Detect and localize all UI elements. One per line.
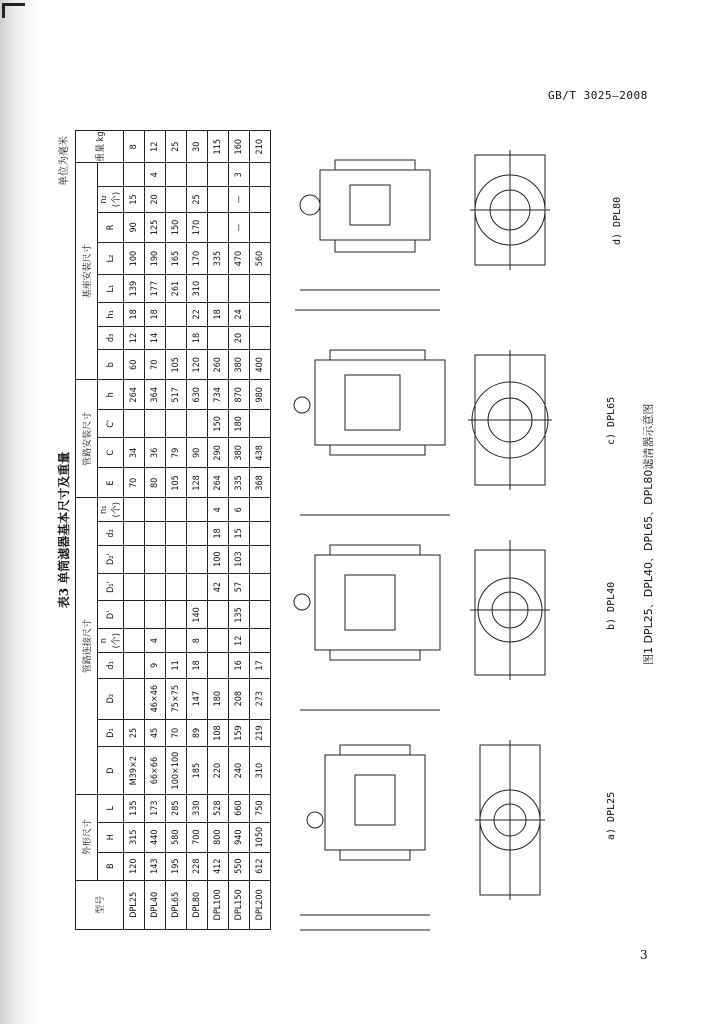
header-weight: 重量 kg	[76, 131, 124, 163]
value-cell	[124, 545, 145, 573]
value-cell	[124, 678, 145, 719]
value-cell: 147	[187, 678, 208, 719]
value-cell: 139	[124, 275, 145, 303]
value-cell: 70	[124, 468, 145, 498]
label-dpl80: d) DPL80	[612, 196, 623, 245]
value-cell: 18	[124, 303, 145, 327]
value-cell	[250, 303, 271, 327]
value-cell	[250, 522, 271, 546]
value-cell: 9	[145, 653, 166, 679]
value-cell	[208, 163, 229, 187]
value-cell: 290	[208, 438, 229, 468]
value-cell	[124, 573, 145, 601]
value-cell: 4	[208, 498, 229, 522]
value-cell: 140	[187, 601, 208, 629]
col-header: B	[98, 852, 124, 880]
model-cell: DPL40	[145, 880, 166, 929]
value-cell: 550	[229, 852, 250, 880]
value-cell: 750	[250, 794, 271, 822]
label-dpl40: b) DPL40	[606, 581, 617, 630]
value-cell: 240	[229, 747, 250, 794]
value-cell	[166, 522, 187, 546]
model-cell: DPL25	[124, 880, 145, 929]
value-cell: 165	[166, 242, 187, 274]
value-cell	[250, 545, 271, 573]
value-cell: 264	[124, 380, 145, 410]
value-cell: 180	[229, 410, 250, 438]
value-cell	[166, 187, 187, 213]
value-cell	[166, 163, 187, 187]
value-cell	[166, 326, 187, 350]
value-cell: 105	[166, 350, 187, 380]
value-cell: 3	[229, 163, 250, 187]
table-row	[208, 131, 229, 930]
value-cell	[166, 545, 187, 573]
value-cell	[229, 275, 250, 303]
col-header: n₁ (个)	[98, 498, 124, 522]
col-header: h₁	[98, 303, 124, 327]
col-header: n (个)	[98, 629, 124, 653]
value-cell	[166, 573, 187, 601]
table-row	[229, 131, 250, 930]
model-cell: DPL100	[208, 880, 229, 929]
value-cell: 4	[145, 163, 166, 187]
dpl80-top-view	[470, 150, 550, 270]
value-cell: 42	[208, 573, 229, 601]
value-cell: 470	[229, 242, 250, 274]
value-cell: —	[229, 212, 250, 242]
value-cell: 90	[187, 438, 208, 468]
value-cell: 380	[229, 438, 250, 468]
value-cell	[166, 601, 187, 629]
col-header: L₁	[98, 275, 124, 303]
value-cell: 185	[187, 747, 208, 794]
value-cell: 46×46	[145, 678, 166, 719]
standard-code: GB/T 3025—2008	[548, 89, 648, 102]
value-cell: 135	[229, 601, 250, 629]
value-cell: 210	[250, 131, 271, 163]
dpl25-side-view	[300, 745, 430, 930]
value-cell	[145, 545, 166, 573]
col-header: R	[98, 212, 124, 242]
value-cell	[166, 410, 187, 438]
value-cell: 273	[250, 678, 271, 719]
value-cell	[124, 522, 145, 546]
value-cell: 135	[124, 794, 145, 822]
value-cell: 17	[250, 653, 271, 679]
table-row	[166, 131, 187, 930]
header-outline: 外形尺寸	[76, 794, 98, 880]
value-cell: 22	[187, 303, 208, 327]
value-cell	[208, 326, 229, 350]
value-cell: 364	[145, 380, 166, 410]
value-cell: 660	[229, 794, 250, 822]
value-cell: 15	[229, 522, 250, 546]
value-cell: 440	[145, 822, 166, 852]
dpl80-side-view	[295, 160, 440, 310]
value-cell	[250, 410, 271, 438]
dpl40-top-view	[470, 540, 550, 680]
value-cell: 70	[166, 719, 187, 747]
value-cell	[250, 163, 271, 187]
value-cell: 25	[166, 131, 187, 163]
value-cell: 285	[166, 794, 187, 822]
value-cell: 30	[187, 131, 208, 163]
col-header: C	[98, 438, 124, 468]
value-cell: 128	[187, 468, 208, 498]
value-cell	[124, 410, 145, 438]
table-row	[124, 131, 145, 930]
table-unit: 单位为毫米	[59, 136, 70, 186]
col-header: D₂'	[98, 545, 124, 573]
value-cell	[208, 629, 229, 653]
value-cell: 4	[145, 629, 166, 653]
col-header: d₁	[98, 653, 124, 679]
value-cell: 66×66	[145, 747, 166, 794]
figures-area	[290, 130, 650, 940]
value-cell: 8	[124, 131, 145, 163]
value-cell: 700	[187, 822, 208, 852]
dpl65-top-view	[468, 350, 552, 490]
col-header: D₂	[98, 678, 124, 719]
value-cell: 173	[145, 794, 166, 822]
value-cell: 45	[145, 719, 166, 747]
value-cell	[166, 303, 187, 327]
header-base-install: 基座安装尺寸	[76, 163, 98, 380]
label-dpl65: c) DPL65	[606, 396, 617, 445]
value-cell: 315	[124, 822, 145, 852]
value-cell: 195	[166, 852, 187, 880]
value-cell: 89	[187, 719, 208, 747]
col-header: d₃	[98, 326, 124, 350]
value-cell	[124, 653, 145, 679]
value-cell	[208, 275, 229, 303]
header-model: 型号	[76, 880, 124, 929]
value-cell: 150	[208, 410, 229, 438]
value-cell: 560	[250, 242, 271, 274]
value-cell: 580	[166, 822, 187, 852]
header-pipe-install: 管路安装尺寸	[76, 380, 98, 498]
value-cell: 100×100	[166, 747, 187, 794]
value-cell	[187, 410, 208, 438]
spec-table-region	[55, 130, 275, 930]
spec-table-rotated	[55, 130, 275, 930]
value-cell	[124, 601, 145, 629]
dpl40-side-view	[294, 545, 440, 710]
value-cell: 25	[187, 187, 208, 213]
value-cell: 18	[208, 303, 229, 327]
value-cell: 528	[208, 794, 229, 822]
value-cell	[250, 573, 271, 601]
value-cell: 310	[187, 275, 208, 303]
filter-drawings	[290, 130, 650, 940]
col-header: D	[98, 747, 124, 794]
value-cell: 177	[145, 275, 166, 303]
value-cell: 940	[229, 822, 250, 852]
value-cell: 517	[166, 380, 187, 410]
value-cell: 180	[208, 678, 229, 719]
col-header: E	[98, 468, 124, 498]
value-cell: 159	[229, 719, 250, 747]
label-dpl25: a) DPL25	[606, 791, 617, 840]
value-cell	[124, 498, 145, 522]
value-cell: 980	[250, 380, 271, 410]
value-cell: 18	[208, 522, 229, 546]
value-cell: 36	[145, 438, 166, 468]
value-cell: 105	[166, 468, 187, 498]
value-cell: 125	[145, 212, 166, 242]
table-row	[145, 131, 166, 930]
header-pipe-conn: 管路连接尺寸	[76, 498, 98, 794]
value-cell: 57	[229, 573, 250, 601]
value-cell: 24	[229, 303, 250, 327]
value-cell: 264	[208, 468, 229, 498]
value-cell: 70	[145, 350, 166, 380]
scan-edge	[0, 0, 40, 1024]
value-cell: 8	[187, 629, 208, 653]
col-header: D₁	[98, 719, 124, 747]
value-cell	[145, 601, 166, 629]
value-cell: 150	[166, 212, 187, 242]
value-cell: 261	[166, 275, 187, 303]
value-cell	[250, 601, 271, 629]
value-cell: 11	[166, 653, 187, 679]
value-cell	[250, 275, 271, 303]
value-cell: M39×2	[124, 747, 145, 794]
value-cell: 18	[187, 653, 208, 679]
col-header: H	[98, 822, 124, 852]
value-cell	[208, 653, 229, 679]
model-cell: DPL150	[229, 880, 250, 929]
value-cell: 120	[187, 350, 208, 380]
value-cell: 20	[145, 187, 166, 213]
value-cell	[166, 629, 187, 653]
col-header: b	[98, 350, 124, 380]
value-cell: 335	[208, 242, 229, 274]
value-cell: 1050	[250, 822, 271, 852]
value-cell: 60	[124, 350, 145, 380]
value-cell: 120	[124, 852, 145, 880]
value-cell: 103	[229, 545, 250, 573]
value-cell: 143	[145, 852, 166, 880]
value-cell: 630	[187, 380, 208, 410]
value-cell: 800	[208, 822, 229, 852]
col-header: n₂ (个)	[98, 187, 124, 213]
value-cell: 220	[208, 747, 229, 794]
spec-table	[75, 130, 271, 930]
value-cell	[187, 573, 208, 601]
value-cell: 612	[250, 852, 271, 880]
value-cell: 219	[250, 719, 271, 747]
col-header: h	[98, 380, 124, 410]
value-cell: 100	[208, 545, 229, 573]
col-header: D'	[98, 601, 124, 629]
value-cell	[187, 498, 208, 522]
value-cell: 108	[208, 719, 229, 747]
value-cell: 228	[187, 852, 208, 880]
col-header: D₁'	[98, 573, 124, 601]
model-cell: DPL200	[250, 880, 271, 929]
value-cell: 100	[124, 242, 145, 274]
value-cell: 90	[124, 212, 145, 242]
value-cell: 18	[187, 326, 208, 350]
value-cell	[208, 212, 229, 242]
value-cell: —	[229, 187, 250, 213]
value-cell	[145, 522, 166, 546]
value-cell: 34	[124, 438, 145, 468]
value-cell: 115	[208, 131, 229, 163]
table-caption: 表3 单筒滤器基本尺寸及重量	[57, 451, 71, 609]
value-cell: 25	[124, 719, 145, 747]
value-cell: 14	[145, 326, 166, 350]
model-cell: DPL80	[187, 880, 208, 929]
col-header: L₂	[98, 242, 124, 274]
value-cell	[250, 212, 271, 242]
value-cell	[208, 601, 229, 629]
value-cell	[124, 163, 145, 187]
value-cell	[250, 326, 271, 350]
value-cell: 734	[208, 380, 229, 410]
dpl65-side-view	[294, 350, 450, 515]
value-cell: 330	[187, 794, 208, 822]
value-cell: 170	[187, 212, 208, 242]
value-cell	[124, 629, 145, 653]
value-cell: 15	[124, 187, 145, 213]
value-cell	[187, 163, 208, 187]
value-cell: 260	[208, 350, 229, 380]
value-cell: 80	[145, 468, 166, 498]
value-cell: 310	[250, 747, 271, 794]
value-cell: 208	[229, 678, 250, 719]
col-header: d₂	[98, 522, 124, 546]
value-cell: 368	[250, 468, 271, 498]
model-cell: DPL65	[166, 880, 187, 929]
value-cell: 75×75	[166, 678, 187, 719]
col-header: C'	[98, 410, 124, 438]
col-header: L	[98, 794, 124, 822]
scan-corner-mark	[2, 3, 25, 18]
value-cell: 6	[229, 498, 250, 522]
page-number: 3	[640, 948, 648, 962]
value-cell	[145, 573, 166, 601]
value-cell: 16	[229, 653, 250, 679]
value-cell: 12	[229, 629, 250, 653]
value-cell	[187, 545, 208, 573]
dpl25-top-view	[475, 740, 545, 900]
value-cell: 190	[145, 242, 166, 274]
table-row	[250, 131, 271, 930]
value-cell: 12	[124, 326, 145, 350]
value-cell: 335	[229, 468, 250, 498]
value-cell: 170	[187, 242, 208, 274]
value-cell	[166, 498, 187, 522]
value-cell: 412	[208, 852, 229, 880]
table-row	[187, 131, 208, 930]
value-cell	[208, 187, 229, 213]
value-cell: 438	[250, 438, 271, 468]
value-cell	[250, 498, 271, 522]
value-cell: 79	[166, 438, 187, 468]
value-cell: 870	[229, 380, 250, 410]
value-cell: 380	[229, 350, 250, 380]
value-cell	[187, 522, 208, 546]
figure-caption: 图1 DPL25、DPL40、DPL65、DPL80滤清器示意图	[642, 403, 655, 665]
value-cell: 20	[229, 326, 250, 350]
value-cell: 12	[145, 131, 166, 163]
value-cell: 160	[229, 131, 250, 163]
value-cell	[250, 187, 271, 213]
value-cell: 400	[250, 350, 271, 380]
value-cell: 18	[145, 303, 166, 327]
value-cell	[145, 498, 166, 522]
value-cell	[145, 410, 166, 438]
value-cell	[250, 629, 271, 653]
